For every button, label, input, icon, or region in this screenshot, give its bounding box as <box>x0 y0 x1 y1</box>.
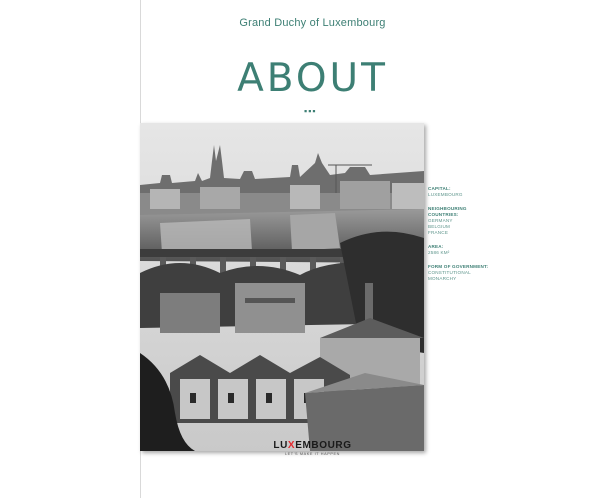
fact-area <box>428 244 498 256</box>
fact-capital <box>428 186 498 198</box>
fact-neighbouring-countries <box>428 206 498 236</box>
fact-value: BELGIUM <box>428 224 451 229</box>
city-photo <box>140 123 424 451</box>
fact-value: GERMANY <box>428 218 453 223</box>
page-title: ABOUT <box>237 56 388 101</box>
fact-sidebar <box>428 186 498 290</box>
fact-label: FORM OF GOVERNMENT: <box>428 264 489 269</box>
title-ornament: ▪▪▪ <box>304 106 317 116</box>
fact-label: NEIGHBOURING COUNTRIES: <box>428 206 467 217</box>
fact-label: CAPITAL: <box>428 186 451 191</box>
logo-x-mark: X <box>287 440 296 451</box>
fact-value: CONSTITUTIONAL <box>428 270 471 275</box>
fact-value: FRANCE <box>428 230 449 235</box>
logo-tagline: LET'S MAKE IT HAPPEN <box>284 452 341 456</box>
city-photo-icon <box>140 123 424 451</box>
logo-word-start: LU <box>273 440 288 451</box>
luxembourg-logo <box>140 440 485 456</box>
fact-form-of-government <box>428 264 498 282</box>
fact-value: 2586 KM² <box>428 250 450 255</box>
logo-wordmark <box>140 440 485 451</box>
fact-label: AREA: <box>428 244 444 249</box>
fact-value: LUXEMBOURG <box>428 192 463 197</box>
fact-value: MONARCHY <box>428 276 457 281</box>
logo-word-end: EMBOURG <box>295 440 352 451</box>
page-supertitle: Grand Duchy of Luxembourg <box>239 17 386 29</box>
